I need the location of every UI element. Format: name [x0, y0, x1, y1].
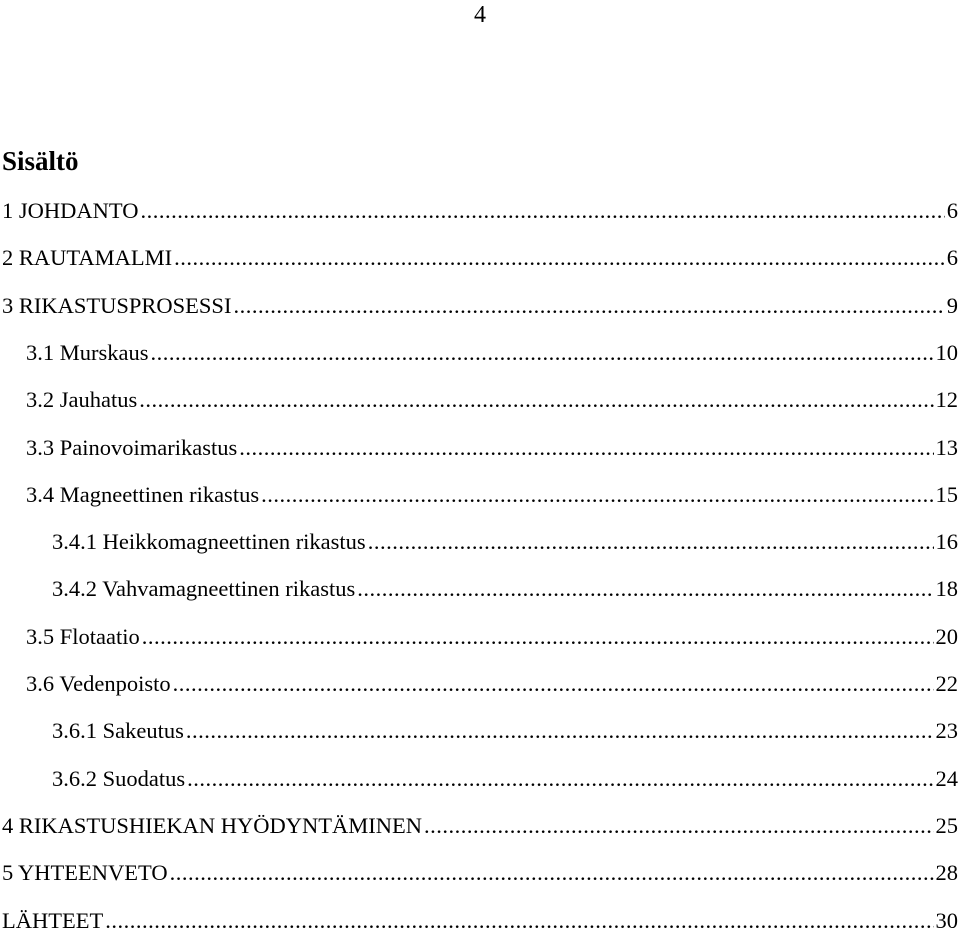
page-number: 4: [474, 2, 486, 28]
toc-dot-leader: [142, 623, 934, 651]
toc-entry-page-number: 24: [935, 766, 958, 791]
toc-entry-page-number: 28: [935, 860, 958, 885]
toc-dot-leader: [233, 292, 944, 320]
toc-dot-leader: [368, 528, 934, 556]
toc-entry[interactable]: [26, 339, 958, 367]
toc-dot-leader: [139, 386, 933, 414]
toc-entry[interactable]: [2, 244, 958, 272]
toc-entry[interactable]: [26, 670, 958, 698]
toc-dot-leader: [170, 859, 934, 887]
toc-dot-leader: [140, 197, 944, 225]
toc-entry[interactable]: [52, 765, 958, 793]
toc-entry-title: 3.6.2 Suodatus: [52, 766, 186, 791]
toc-dot-leader: [174, 244, 945, 272]
toc-entry-page-number: 16: [935, 529, 958, 554]
toc-entry-title: 3.1 Murskaus: [26, 340, 149, 365]
toc-dot-leader: [357, 575, 933, 603]
toc-entry[interactable]: [2, 859, 958, 887]
toc-dot-leader: [239, 434, 933, 462]
toc-entry-title: 3.2 Jauhatus: [26, 387, 138, 412]
toc-entry[interactable]: [26, 386, 958, 414]
toc-dot-leader: [187, 765, 933, 793]
toc-entry-title: 4 RIKASTUSHIEKAN HYÖDYNTÄMINEN: [2, 813, 422, 838]
toc-entry-page-number: 6: [946, 198, 958, 223]
toc-heading: Sisältö: [2, 146, 79, 176]
toc-entry-title: 3.6.1 Sakeutus: [52, 718, 184, 743]
toc-entry-title: 2 RAUTAMALMI: [2, 245, 173, 270]
toc-dot-leader: [424, 812, 934, 840]
toc-entry-title: 3 RIKASTUSPROSESSI: [2, 293, 232, 318]
toc-entry-title: 1 JOHDANTO: [2, 198, 139, 223]
toc-entry[interactable]: [2, 197, 958, 225]
toc-entry-page-number: 23: [935, 718, 958, 743]
toc-entry-page-number: 30: [935, 908, 958, 933]
toc-entry-page-number: 9: [946, 293, 958, 318]
toc-entry-page-number: 25: [935, 813, 958, 838]
toc-entry-page-number: 10: [935, 340, 958, 365]
toc-entry-title: 3.3 Painovoimarikastus: [26, 435, 238, 460]
toc-entry-page-number: 12: [935, 387, 958, 412]
toc-entry-title: 3.4.2 Vahvamagneettinen rikastus: [52, 576, 356, 601]
toc-dot-leader: [173, 670, 934, 698]
toc-entry-page-number: 20: [935, 624, 958, 649]
toc-entry[interactable]: [52, 528, 958, 556]
toc-entry[interactable]: [2, 907, 958, 935]
toc-entry-page-number: 22: [935, 671, 958, 696]
toc-entry-page-number: 6: [946, 245, 958, 270]
toc-entry-title: 3.5 Flotaatio: [26, 624, 140, 649]
toc-entry-title: LÄHTEET: [2, 908, 104, 933]
toc-entry-page-number: 13: [935, 435, 958, 460]
toc-entry[interactable]: [26, 623, 958, 651]
toc-entry-title: 3.4.1 Heikkomagneettinen rikastus: [52, 529, 366, 554]
toc-entry[interactable]: [26, 481, 958, 509]
toc-entry-page-number: 15: [935, 482, 958, 507]
toc-entry-title: 3.6 Vedenpoisto: [26, 671, 171, 696]
toc-entry[interactable]: [52, 717, 958, 745]
toc-dot-leader: [186, 717, 934, 745]
toc-entry-title: 3.4 Magneettinen rikastus: [26, 482, 260, 507]
toc-entry[interactable]: [52, 575, 958, 603]
toc-entry[interactable]: [2, 812, 958, 840]
toc-dot-leader: [151, 339, 934, 367]
toc-entry-page-number: 18: [935, 576, 958, 601]
toc-entry[interactable]: [2, 292, 958, 320]
toc-entry[interactable]: [26, 434, 958, 462]
toc-dot-leader: [105, 907, 933, 935]
toc-entry-title: 5 YHTEENVETO: [2, 860, 168, 885]
toc-dot-leader: [261, 481, 933, 509]
